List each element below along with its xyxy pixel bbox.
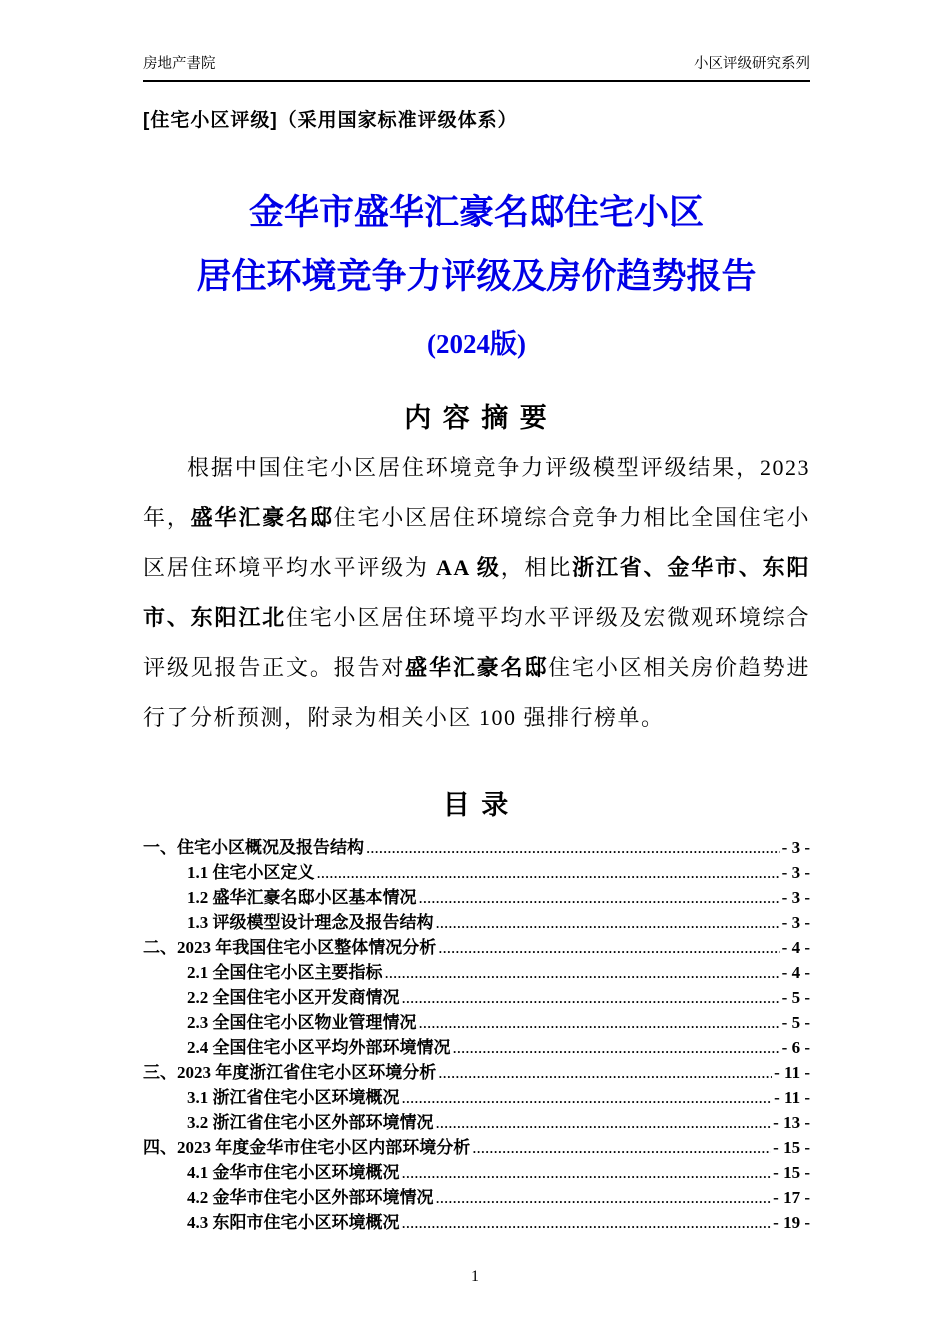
abstract-heading: 内 容 摘 要 bbox=[404, 403, 549, 433]
abstract-bold-run: 浙江省、金华市、东阳市、东阳江北 bbox=[143, 555, 810, 630]
toc-entry bbox=[143, 1035, 810, 1060]
toc-heading: 目 录 bbox=[442, 790, 511, 820]
toc-entry-label: 1.1 住宅小区定义 bbox=[187, 863, 315, 882]
toc-entry-label: 1.2 盛华汇豪名邸小区基本情况 bbox=[187, 888, 417, 907]
toc-dot-leader bbox=[317, 860, 780, 885]
toc-entry bbox=[143, 910, 810, 935]
abstract-bold-run: AA 级 bbox=[436, 555, 501, 580]
toc-entry bbox=[143, 1110, 810, 1135]
toc-entry-label: 4.1 金华市住宅小区环境概况 bbox=[187, 1163, 400, 1182]
header-left-text: 房地产書院 bbox=[143, 56, 216, 72]
abstract-bold-run: 盛华汇豪名邸 bbox=[405, 655, 549, 680]
toc-dot-leader bbox=[402, 1210, 772, 1235]
toc-entry bbox=[143, 1160, 810, 1185]
toc-dot-leader bbox=[436, 1185, 772, 1210]
toc-entry-page: - 3 - bbox=[781, 888, 810, 907]
toc-entry-page: - 13 - bbox=[773, 1113, 810, 1132]
toc-dot-leader bbox=[402, 1160, 772, 1185]
toc-dot-leader bbox=[402, 985, 780, 1010]
toc-entry-label: 2.3 全国住宅小区物业管理情况 bbox=[187, 1013, 417, 1032]
abstract-text-run: 住宅小区居住环境平均水平评级及宏微观环境综合评级见报告正文。报告对 bbox=[143, 605, 810, 680]
toc-entry bbox=[143, 860, 810, 885]
toc-entry-page: - 5 - bbox=[781, 988, 810, 1007]
toc-dot-leader bbox=[438, 1060, 772, 1085]
toc-entry-label: 一、住宅小区概况及报告结构 bbox=[143, 838, 364, 857]
toc-entry-page: - 4 - bbox=[781, 938, 810, 957]
rating-system-tagline: [住宅小区评级]（采用国家标准评级体系） bbox=[143, 110, 518, 131]
toc-dot-leader bbox=[453, 1035, 780, 1060]
toc-entry bbox=[143, 1010, 810, 1035]
toc-dot-leader bbox=[419, 1010, 780, 1035]
toc-dot-leader bbox=[385, 960, 780, 985]
abstract-paragraph bbox=[143, 443, 810, 743]
toc-entry-page: - 5 - bbox=[781, 1013, 810, 1032]
toc-entry-page: - 19 - bbox=[773, 1213, 810, 1232]
toc-entry-label: 二、2023 年我国住宅小区整体情况分析 bbox=[143, 938, 437, 957]
abstract-bold-run: 盛华汇豪名邸 bbox=[190, 505, 334, 530]
footer-page-number: 1 bbox=[471, 1268, 479, 1285]
abstract-text-run: 住宅小区居住环境综合竞争力相比全国住宅小区居住环境平均水平评级为 bbox=[143, 505, 810, 580]
toc-dot-leader bbox=[436, 910, 780, 935]
toc-entry-label: 3.1 浙江省住宅小区环境概况 bbox=[187, 1088, 400, 1107]
toc-entry bbox=[143, 985, 810, 1010]
abstract-text-run: 住宅小区相关房价趋势进行了分析预测，附录为相关小区 100 强排行榜单。 bbox=[143, 655, 810, 730]
toc-entry-page: - 15 - bbox=[773, 1163, 810, 1182]
toc-entry-label: 4.3 东阳市住宅小区环境概况 bbox=[187, 1213, 400, 1232]
toc-dot-leader bbox=[472, 1135, 771, 1160]
toc-entry-page: - 15 - bbox=[773, 1138, 810, 1157]
toc-entry bbox=[143, 1135, 810, 1160]
report-title-line2: 居住环境竞争力评级及房价趋势报告 bbox=[196, 257, 757, 296]
toc-entry-page: - 6 - bbox=[781, 1038, 810, 1057]
header-right-text: 小区评级研究系列 bbox=[694, 56, 810, 72]
toc-entry-label: 2.4 全国住宅小区平均外部环境情况 bbox=[187, 1038, 451, 1057]
toc-entry bbox=[143, 960, 810, 985]
toc-entry-label: 1.3 评级模型设计理念及报告结构 bbox=[187, 913, 434, 932]
toc-dot-leader bbox=[366, 835, 780, 860]
report-title-line1: 金华市盛华汇豪名邸住宅小区 bbox=[248, 193, 704, 232]
toc-entry bbox=[143, 1210, 810, 1235]
toc-entry-page: - 4 - bbox=[781, 963, 810, 982]
abstract-text-run: 根据中国住宅小区居住环境竞争力评级模型评级结果，2023 年， bbox=[143, 455, 810, 530]
toc-entry bbox=[143, 1185, 810, 1210]
toc-entry-page: - 3 - bbox=[781, 838, 810, 857]
page-header bbox=[143, 56, 810, 82]
toc-entry bbox=[143, 885, 810, 910]
toc-dot-leader bbox=[436, 1110, 772, 1135]
abstract-text-run: ，相比 bbox=[500, 555, 573, 580]
toc-dot-leader bbox=[402, 1085, 773, 1110]
report-edition: (2024版) bbox=[427, 329, 526, 359]
toc-list bbox=[143, 835, 810, 1235]
toc-entry-page: - 11 - bbox=[774, 1063, 810, 1082]
toc-entry-page: - 3 - bbox=[781, 913, 810, 932]
toc-entry-label: 2.2 全国住宅小区开发商情况 bbox=[187, 988, 400, 1007]
toc-entry-label: 三、2023 年度浙江省住宅小区环境分析 bbox=[143, 1063, 437, 1082]
toc-entry bbox=[143, 835, 810, 860]
toc-entry-page: - 11 - bbox=[774, 1088, 810, 1107]
toc-entry-label: 2.1 全国住宅小区主要指标 bbox=[187, 963, 383, 982]
toc-dot-leader bbox=[419, 885, 780, 910]
toc-entry-page: - 3 - bbox=[781, 863, 810, 882]
toc-entry-label: 4.2 金华市住宅小区外部环境情况 bbox=[187, 1188, 434, 1207]
toc-entry-label: 3.2 浙江省住宅小区外部环境情况 bbox=[187, 1113, 434, 1132]
toc-entry bbox=[143, 935, 810, 960]
toc-entry-label: 四、2023 年度金华市住宅小区内部环境分析 bbox=[143, 1138, 471, 1157]
toc-entry bbox=[143, 1085, 810, 1110]
toc-dot-leader bbox=[438, 935, 779, 960]
toc-entry bbox=[143, 1060, 810, 1085]
toc-entry-page: - 17 - bbox=[773, 1188, 810, 1207]
